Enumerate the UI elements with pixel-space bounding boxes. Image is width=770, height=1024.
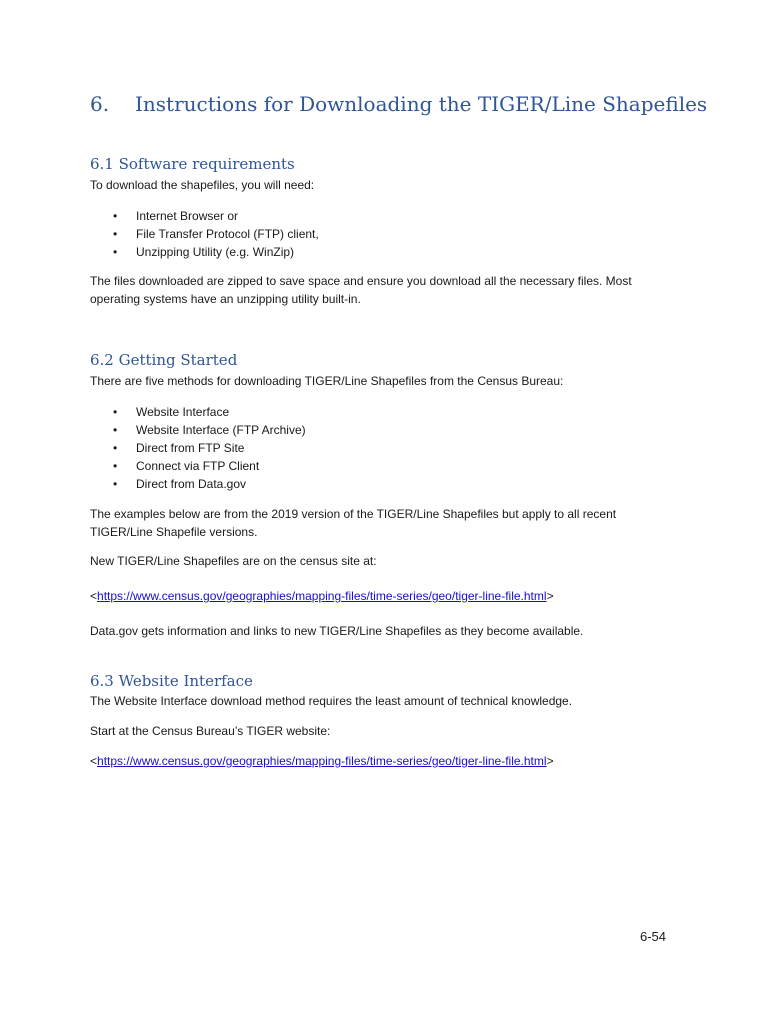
list-item-text: Internet Browser or [136,209,239,223]
section-6-3-heading: 6.3 Website Interface [90,672,253,690]
tiger-line-file-link[interactable]: https://www.census.gov/geographies/mapping-files/time-series/geo/tiger-line-file.html [97,589,547,603]
section-6-2-intro: There are five methods for downloading TIGER/Line Shapefiles from the Census Bureau: [90,374,564,388]
tiger-website-text: Start at the Census Bureau’s TIGER website: [90,724,331,738]
list-item-text: Website Interface [136,405,230,419]
list-item [90,457,306,475]
bullet-icon: • [113,477,118,491]
unzipping-note: The files downloaded are zipped to save space and ensure you download all the necessary files. Most operating systems have an unzipping utility built-in. [90,274,632,306]
list-item [90,243,319,261]
software-requirements-list [90,207,319,261]
page-number: 6-54 [640,929,667,944]
bullet-icon: • [113,441,118,455]
list-item [90,403,306,421]
list-item-text: Website Interface (FTP Archive) [136,423,306,437]
census-site-link-line [90,587,680,605]
tiger-website-link-line [90,752,680,770]
bullet-icon: • [113,209,118,223]
chapter-title: Instructions for Downloading the TIGER/Line Shapefiles [135,92,708,116]
list-item [90,207,319,225]
list-item [90,475,306,493]
list-item-text: Unzipping Utility (e.g. WinZip) [136,245,295,259]
list-item-text: Direct from Data.gov [136,477,247,491]
link-close-bracket: > [546,589,554,603]
download-methods-list [90,403,306,493]
bullet-icon: • [113,405,118,419]
list-item-text: File Transfer Protocol (FTP) client, [136,227,319,241]
link-open-bracket: < [90,589,98,603]
link-close-bracket: > [546,754,554,768]
census-site-text: New TIGER/Line Shapefiles are on the census site at: [90,554,377,568]
examples-note: The examples below are from the 2019 version of the TIGER/Line Shapefiles but apply to all recent TIGER/Line Shapefile versions. [90,507,617,539]
list-item [90,225,319,243]
tiger-website-link[interactable]: https://www.census.gov/geographies/mapping-files/time-series/geo/tiger-line-file.html [97,754,547,768]
bullet-icon: • [113,227,118,241]
section-6-2-heading: 6.2 Getting Started [90,351,238,369]
list-item-text: Direct from FTP Site [136,441,245,455]
list-item [90,439,306,457]
section-6-1-heading: 6.1 Software requirements [90,155,295,173]
chapter-heading [90,92,707,116]
bullet-icon: • [113,423,118,437]
datagov-text: Data.gov gets information and links to new TIGER/Line Shapefiles as they become available. [90,624,584,638]
list-item-text: Connect via FTP Client [136,459,260,473]
link-open-bracket: < [90,754,98,768]
chapter-number: 6. [90,92,110,116]
bullet-icon: • [113,459,118,473]
list-item [90,421,306,439]
section-6-1-intro: To download the shapefiles, you will need: [90,178,315,192]
bullet-icon: • [113,245,118,259]
section-6-3-intro: The Website Interface download method requires the least amount of technical knowledge. [90,694,573,708]
